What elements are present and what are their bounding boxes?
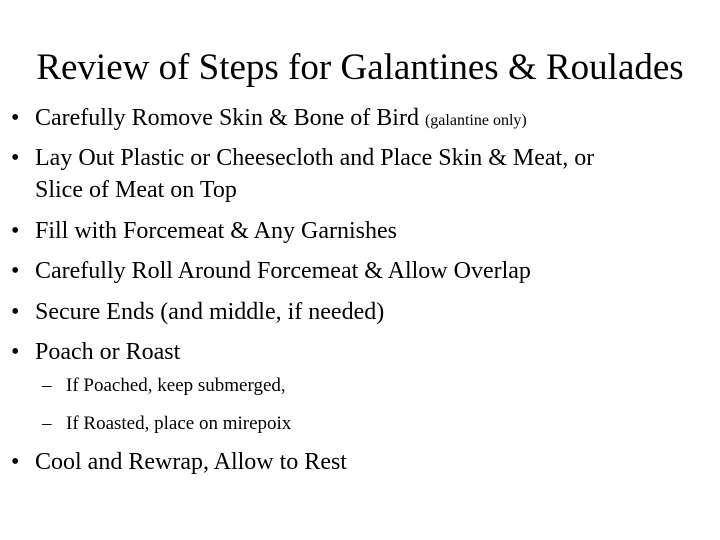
bullet-icon: • <box>11 299 20 325</box>
bullet-icon: • <box>11 218 20 244</box>
dash-icon: – <box>42 413 52 434</box>
bullet-text-line-2: Slice of Meat on Top <box>35 177 237 203</box>
bullet-icon: • <box>11 105 20 131</box>
bullet-text <box>35 102 705 137</box>
bullet-main-text: Carefully Romove Skin & Bone of Bird <box>35 105 419 131</box>
bullet-text-line-1: Lay Out Plastic or Cheesecloth and Place Skin & Meat, or <box>35 145 595 171</box>
bullet-icon: • <box>11 145 20 171</box>
bullet-text: Fill with Forcemeat & Any Garnishes <box>35 218 397 244</box>
dash-icon: – <box>42 375 52 396</box>
bullet-text: Poach or Roast <box>35 339 181 365</box>
bullet-icon: • <box>11 258 20 284</box>
sub-bullet-text: If Poached, keep submerged, <box>66 375 286 396</box>
bullet-icon: • <box>11 449 20 475</box>
bullet-icon: • <box>11 339 20 365</box>
bullet-note: (galantine only) <box>424 112 527 129</box>
bullet-text: Secure Ends (and middle, if needed) <box>35 299 385 325</box>
bullet-text: Cool and Rewrap, Allow to Rest <box>35 449 347 475</box>
slide-title: Review of Steps for Galantines & Roulades <box>36 47 684 88</box>
sub-bullet-text: If Roasted, place on mirepoix <box>66 413 292 434</box>
bullet-text: Carefully Roll Around Forcemeat & Allow Overlap <box>35 258 531 284</box>
